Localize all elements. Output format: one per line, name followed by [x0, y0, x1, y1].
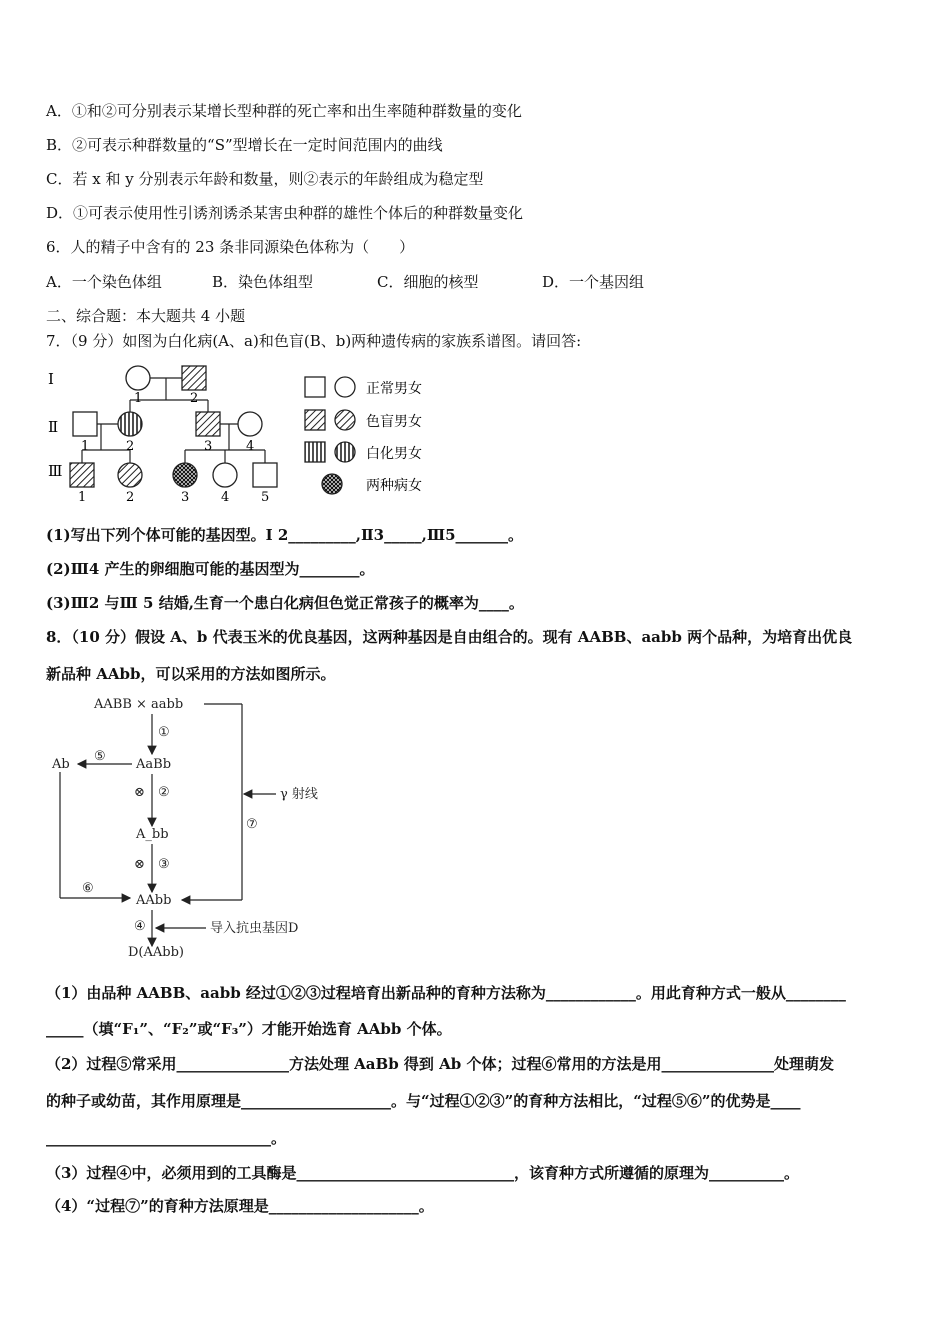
gen2-number-3: 3	[204, 439, 213, 454]
diagram-parents: AABB × aabb	[94, 697, 184, 712]
pedigree-II4-normal-female	[238, 412, 262, 436]
q7-sub2: (2)Ⅲ4 产生的卵细胞可能的基因型为________。	[46, 560, 375, 578]
generation-label-1: Ⅰ	[48, 370, 54, 388]
diagram-step3: ③	[158, 857, 170, 872]
section-heading: 二、综合题：本大题共 4 小题	[46, 307, 246, 325]
q8-sub2-line3: ______________________________。	[46, 1129, 287, 1147]
pedigree-III2-colorblind-female	[118, 463, 142, 487]
gen3-number-4: 4	[221, 490, 230, 505]
diagram-d-aabb: D(AAbb)	[128, 945, 184, 960]
gen1-number-2: 2	[190, 391, 199, 406]
pedigree-III3-both-diseases-female	[173, 463, 197, 487]
q5-option-b: B．②可表示种群数量的“S”型增长在一定时间范围内的曲线	[46, 136, 443, 154]
gen2-number-1: 1	[81, 439, 90, 454]
diagram-step4: ④	[134, 919, 146, 934]
legend-albino-male-icon	[305, 442, 325, 462]
q5-option-a: A．①和②可分别表示某增长型种群的死亡率和出生率随种群数量的变化	[46, 102, 522, 120]
q8-sub1-line1: （1）由品种 AABB、aabb 经过①②③过程培育出新品种的育种方法称为____________。用此育种方式一般从________	[46, 984, 846, 1002]
q5-option-d: D．①可表示使用性引诱剂诱杀某害虫种群的雄性个体后的种群数量变化	[46, 204, 524, 222]
diagram-aabb-hybrid: AaBb	[136, 757, 172, 772]
diagram-ab-haploid: Ab	[52, 757, 70, 772]
legend-normal-female-icon	[335, 377, 355, 397]
q8-sub3: （3）过程④中，必须用到的工具酶是_____________________________，该育种方式所遵循的原理为__________。	[46, 1164, 799, 1182]
pedigree-II3-colorblind-male	[196, 412, 220, 436]
gen3-number-1: 1	[78, 490, 87, 505]
diagram-step5: ⑤	[94, 749, 106, 764]
gen2-number-4: 4	[246, 439, 255, 454]
q7-stem: 7．（9 分）如图为白化病(A、a)和色盲(B、b)两种遗传病的家族系谱图。请回答:	[46, 332, 582, 350]
pedigree-II1-normal-male	[73, 412, 97, 436]
pedigree-III1-colorblind-male	[70, 463, 94, 487]
q8-sub4: （4）“过程⑦”的育种方法原理是____________________。	[46, 1197, 434, 1215]
breeding-flow-diagram	[44, 692, 344, 968]
pedigree-II2-albino-female	[118, 412, 142, 436]
pedigree-III5-normal-male	[253, 463, 277, 487]
q7-sub3: (3)Ⅲ2 与Ⅲ 5 结婚,生育一个患白化病但色觉正常孩子的概率为____。	[46, 594, 524, 612]
gen3-number-5: 5	[261, 490, 270, 505]
gen1-number-1: 1	[134, 391, 143, 406]
gen3-number-3: 3	[181, 490, 190, 505]
pedigree-III4-normal-female	[213, 463, 237, 487]
q8-stem-line1: 8．（10 分）假设 A、b 代表玉米的优良基因，这两种基因是自由组合的。现有 AABB、aabb 两个品种，为培育出优良	[46, 628, 853, 646]
generation-label-2: Ⅱ	[48, 418, 59, 436]
q7-sub1: (1)写出下列个体可能的基因型。Ⅰ 2_________,Ⅱ3_____,Ⅲ5_______。	[46, 526, 524, 544]
q8-sub2-line1: （2）过程⑤常采用_______________方法处理 AaBb 得到 Ab 个体；过程⑥常用的方法是用_______________处理萌发	[46, 1055, 834, 1073]
diagram-aabb-target: AAbb	[136, 893, 172, 908]
pedigree-I2-colorblind-male	[182, 366, 206, 390]
legend-colorblind-female-icon	[335, 410, 355, 430]
gen3-number-2: 2	[126, 490, 135, 505]
q6-option-d: D．一个基因组	[542, 273, 645, 291]
q8-sub2-line2: 的种子或幼苗，其作用原理是____________________。与“过程①②③”的育种方法相比，“过程⑤⑥”的优势是____	[46, 1092, 801, 1110]
diagram-step2: ②	[158, 785, 170, 800]
q8-sub1-line2: _____（填“F₁”、“F₂”或“F₃”）才能开始选育 AAbb 个体。	[46, 1020, 452, 1038]
legend-normal-label: 正常男女	[366, 381, 422, 397]
diagram-a-bb: A_bb	[136, 827, 169, 842]
q6-option-a: A．一个染色体组	[46, 273, 162, 291]
diagram-step1: ①	[158, 725, 170, 740]
legend-albino-label: 白化男女	[366, 446, 422, 462]
q8-stem-line2: 新品种 AAbb，可以采用的方法如图所示。	[46, 665, 336, 683]
q6-option-c: C．细胞的核型	[377, 273, 479, 291]
q5-option-c: C．若 x 和 y 分别表示年龄和数量，则②表示的年龄组成为稳定型	[46, 170, 484, 188]
legend-normal-male-icon	[305, 377, 325, 397]
pedigree-I1-normal-female	[126, 366, 150, 390]
diagram-step7: ⑦	[246, 817, 258, 832]
legend-albino-female-icon	[335, 442, 355, 462]
diagram-gamma-ray: γ 射线	[280, 787, 318, 802]
diagram-self-symbol-1: ⊗	[134, 785, 145, 800]
legend-both-label: 两种病女	[366, 478, 422, 494]
legend-colorblind-male-icon	[305, 410, 325, 430]
generation-label-3: Ⅲ	[48, 462, 63, 480]
diagram-insert-gene: 导入抗虫基因D	[210, 921, 299, 936]
legend-colorblind-label: 色盲男女	[366, 414, 422, 430]
pedigree-chart	[40, 360, 460, 508]
gen2-number-2: 2	[126, 439, 135, 454]
diagram-step6: ⑥	[82, 881, 94, 896]
diagram-self-symbol-2: ⊗	[134, 857, 145, 872]
q6-stem: 6．人的精子中含有的 23 条非同源染色体称为（ ）	[46, 238, 415, 256]
legend-both-diseases-female-icon	[322, 474, 342, 494]
q6-option-b: B．染色体组型	[212, 273, 314, 291]
